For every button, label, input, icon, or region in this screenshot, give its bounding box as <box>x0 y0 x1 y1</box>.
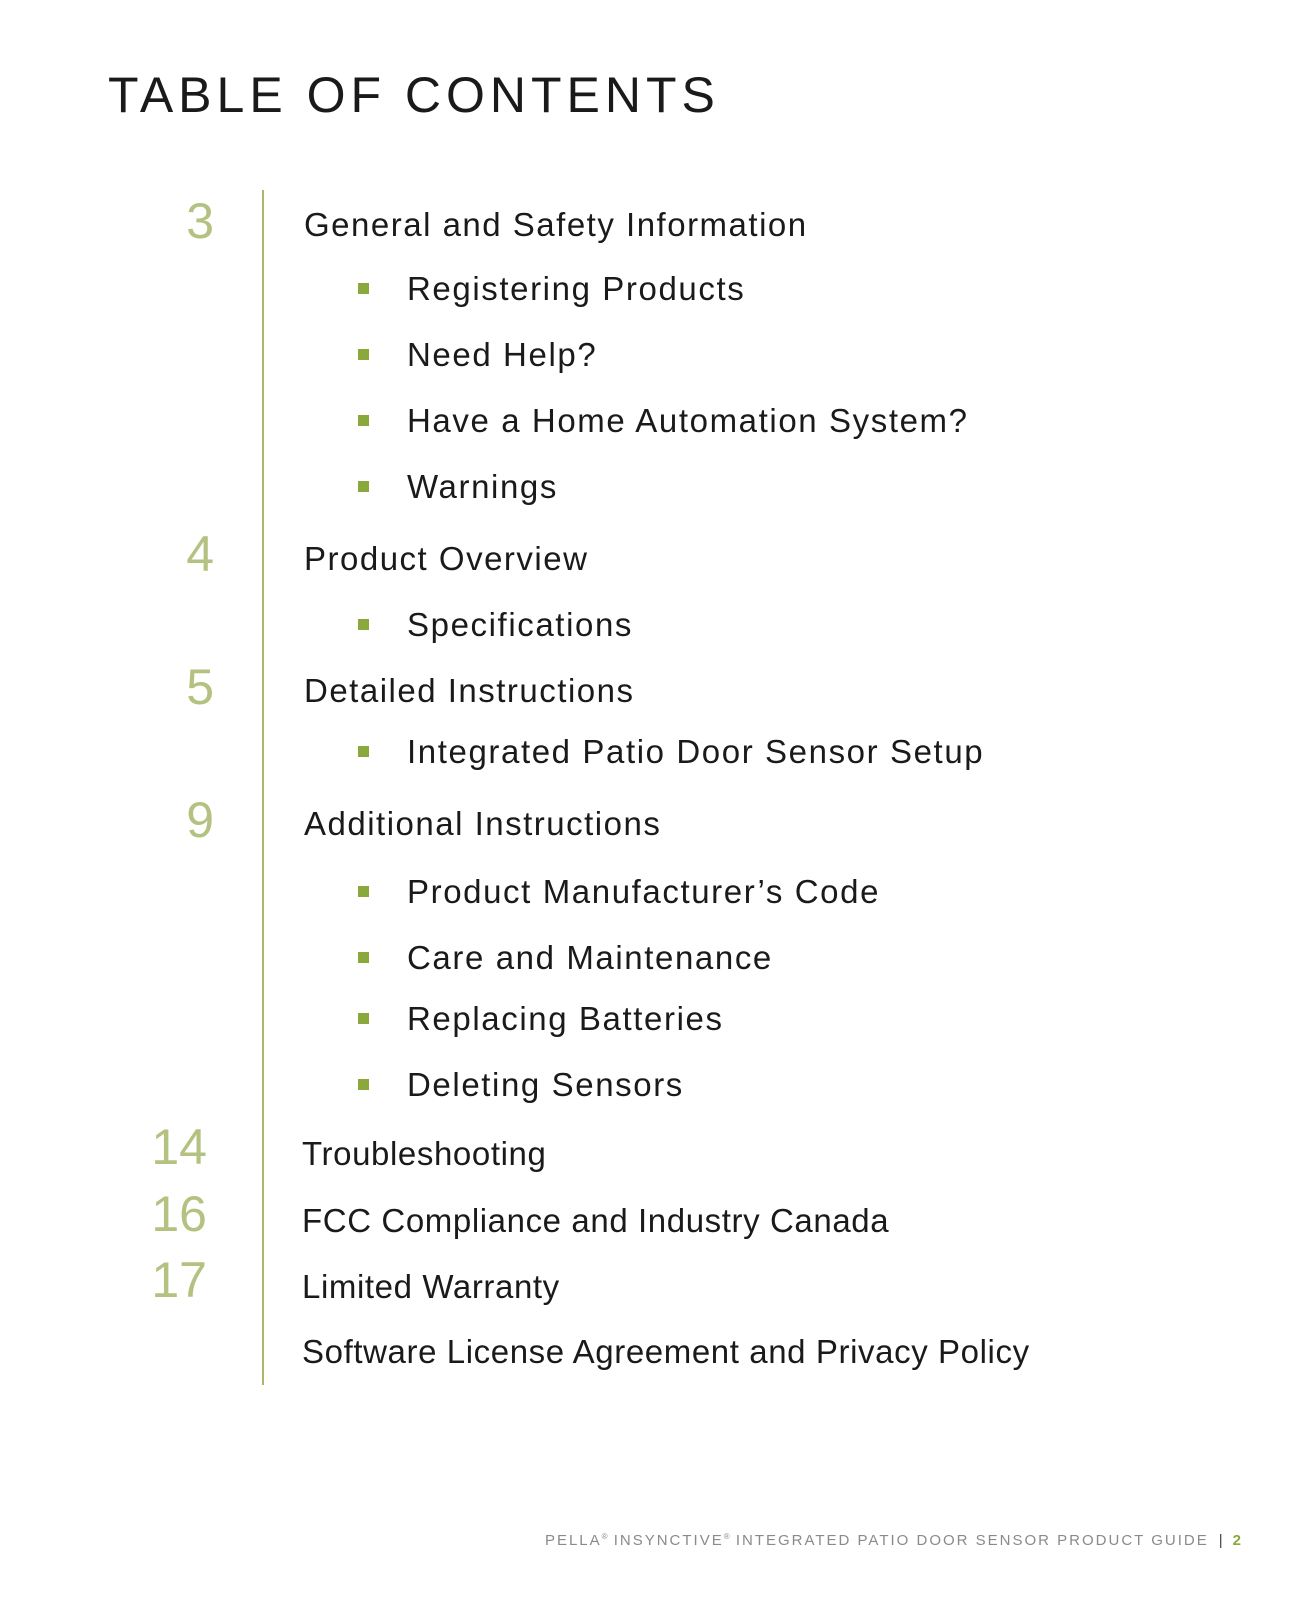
toc-subentry[interactable] <box>358 336 597 372</box>
toc-entry-detailed-instructions[interactable]: Detailed Instructions <box>304 672 635 709</box>
toc-subentry-label: Have a Home Automation System? <box>407 401 969 439</box>
toc-subentry-label: Specifications <box>407 605 634 643</box>
toc-entry-fcc-compliance[interactable]: FCC Compliance and Industry Canada <box>302 1202 890 1239</box>
vertical-divider <box>262 190 264 1385</box>
toc-subentry[interactable] <box>358 402 969 438</box>
page-number: 3 <box>186 193 214 249</box>
toc-entry-troubleshooting[interactable]: Troubleshooting <box>302 1135 547 1172</box>
bullet-icon <box>358 481 369 492</box>
toc-entry-additional-instructions[interactable]: Additional Instructions <box>304 805 662 842</box>
toc-entry-product-overview[interactable]: Product Overview <box>304 540 589 577</box>
toc-subentry-label: Need Help? <box>407 335 598 373</box>
toc-subentry[interactable] <box>358 468 558 504</box>
toc-entry-general-safety[interactable]: General and Safety Information <box>304 206 808 243</box>
bullet-icon <box>358 952 369 963</box>
page-number: 9 <box>186 792 214 848</box>
bullet-icon <box>358 349 369 360</box>
toc-subentry[interactable] <box>358 270 745 306</box>
bullet-icon <box>358 1079 369 1090</box>
bullet-icon <box>358 415 369 426</box>
page-number: 17 <box>151 1252 207 1308</box>
registered-mark: ® <box>601 1532 608 1541</box>
bullet-icon <box>358 283 369 294</box>
toc-subentry[interactable] <box>358 1066 684 1102</box>
toc-subentry-label: Product Manufacturer’s Code <box>407 872 881 910</box>
footer-separator: | <box>1218 1532 1225 1549</box>
bullet-icon <box>358 746 369 757</box>
footer-page-number: 2 <box>1232 1532 1243 1549</box>
bullet-icon <box>358 619 369 630</box>
toc-subentry-label: Registering Products <box>407 269 746 307</box>
toc-entry-software-license[interactable]: Software License Agreement and Privacy Policy <box>302 1333 1030 1370</box>
footer-brand: PELLA <box>544 1532 602 1549</box>
toc-subentry[interactable] <box>358 733 984 769</box>
page-title: TABLE OF CONTENTS <box>108 67 720 123</box>
footer-product: INSYNCTIVE <box>613 1532 724 1549</box>
page-number: 16 <box>151 1186 207 1242</box>
toc-subentry-label: Care and Maintenance <box>407 938 773 976</box>
page-number: 14 <box>151 1119 207 1175</box>
registered-mark: ® <box>723 1532 730 1541</box>
toc-subentry[interactable] <box>358 1000 724 1036</box>
toc-subentry[interactable] <box>358 873 880 909</box>
toc-subentry[interactable] <box>358 939 773 975</box>
page-number: 5 <box>186 659 214 715</box>
toc-subentry-label: Deleting Sensors <box>407 1065 684 1103</box>
footer-guide-title: INTEGRATED PATIO DOOR SENSOR PRODUCT GUIDE <box>735 1532 1209 1549</box>
toc-subentry-label: Replacing Batteries <box>407 999 724 1037</box>
page-footer <box>545 1532 1243 1549</box>
bullet-icon <box>358 1013 369 1024</box>
toc-subentry-label: Integrated Patio Door Sensor Setup <box>407 732 985 770</box>
toc-entry-limited-warranty[interactable]: Limited Warranty <box>302 1268 560 1305</box>
bullet-icon <box>358 886 369 897</box>
toc-subentry-label: Warnings <box>407 467 558 505</box>
toc-subentry[interactable] <box>358 606 633 642</box>
page-number: 4 <box>186 526 214 582</box>
